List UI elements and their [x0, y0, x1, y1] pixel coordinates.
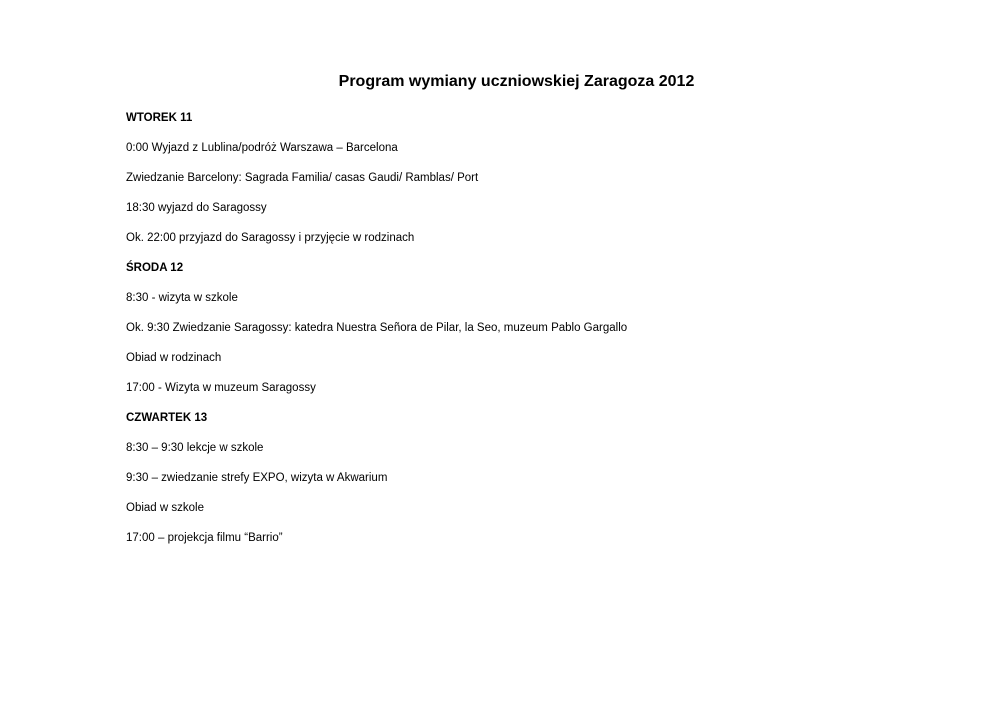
schedule-item: Obiad w rodzinach [126, 352, 222, 364]
schedule-item: 8:30 – 9:30 lekcje w szkole [126, 442, 264, 454]
schedule-item: Ok. 22:00 przyjazd do Saragossy i przyjęcie w rodzinach [126, 232, 415, 244]
schedule-item: 18:30 wyjazd do Saragossy [126, 202, 267, 214]
day-heading: CZWARTEK 13 [126, 412, 208, 424]
document-title: Program wymiany uczniowskiej Zaragoza 2012 [338, 73, 695, 90]
schedule-item: 17:00 – projekcja filmu “Barrio” [126, 532, 283, 544]
schedule-item: 0:00 Wyjazd z Lublina/podróż Warszawa – Barcelona [126, 142, 398, 154]
schedule [126, 110, 886, 560]
schedule-item: Zwiedzanie Barcelony: Sagrada Familia/ casas Gaudi/ Ramblas/ Port [126, 172, 479, 184]
schedule-item: 8:30 - wizyta w szkole [126, 292, 238, 304]
schedule-item: Obiad w szkole [126, 502, 204, 514]
schedule-item: 9:30 – zwiedzanie strefy EXPO, wizyta w Akwarium [126, 472, 388, 484]
schedule-item: 17:00 - Wizyta w muzeum Saragossy [126, 382, 316, 394]
schedule-item: Ok. 9:30 Zwiedzanie Saragossy: katedra Nuestra Señora de Pilar, la Seo, muzeum Pablo Gargallo [126, 322, 628, 334]
day-heading: WTOREK 11 [126, 112, 193, 124]
day-heading: ŚRODA 12 [126, 262, 184, 274]
